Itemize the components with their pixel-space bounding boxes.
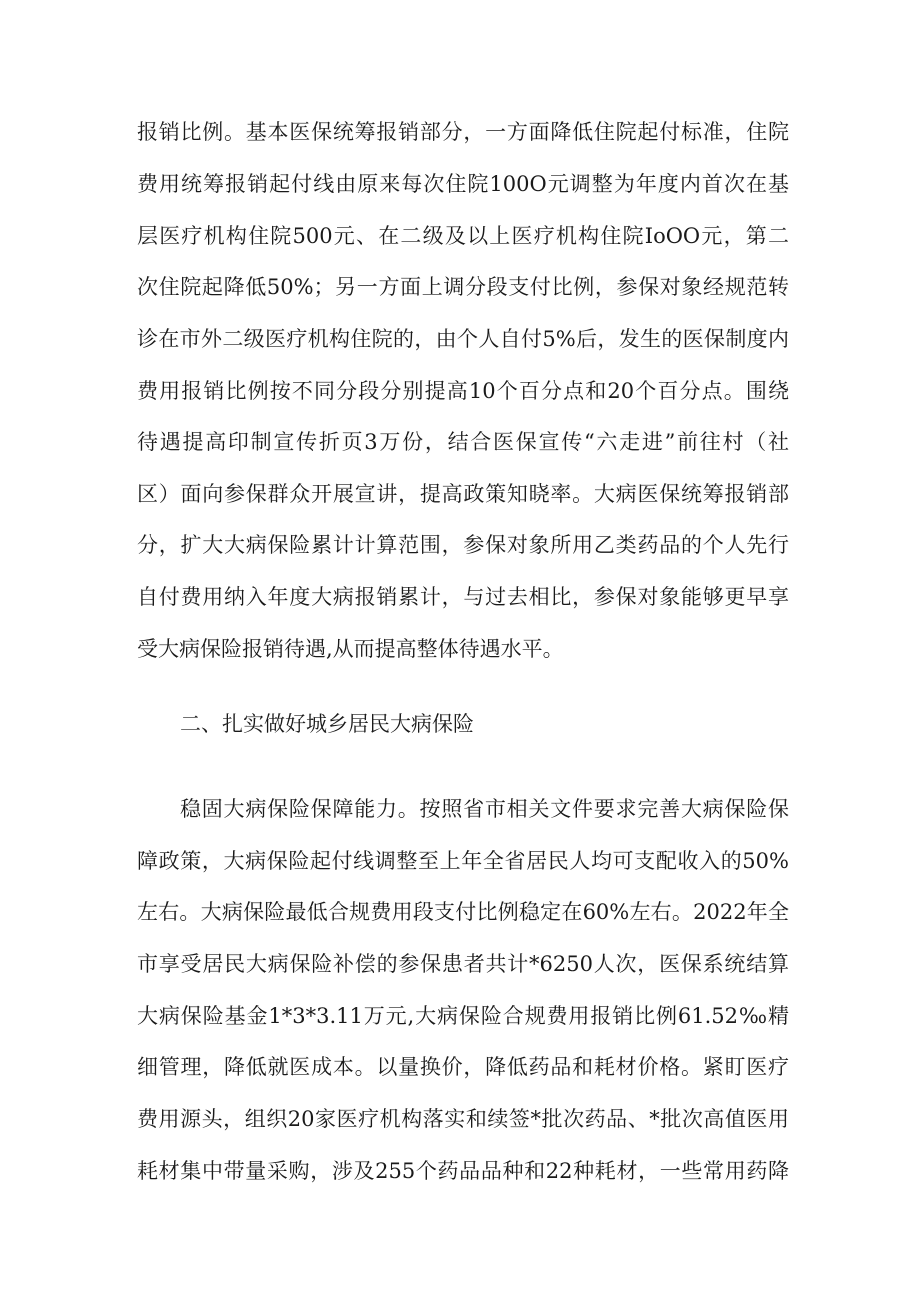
paragraph-1-line-4: 次住院起降低50%；另一方面上调分段支付比例，参保对象经规范转	[137, 275, 789, 299]
paragraph-1-line-2: 费用统筹报销起付线由原来每次住院100O元调整为年度内首次在基	[137, 172, 789, 196]
paragraph-1-line-10: 自付费用纳入年度大病报销累计，与过去相比，参保对象能够更早享	[137, 585, 789, 609]
paragraph-2-line-2: 障政策，大病保险起付线调整至上年全省居民人均可支配收入的50%	[137, 849, 789, 873]
section-heading: 二、扎实做好城乡居民大病保险	[180, 712, 474, 736]
paragraph-1-line-5: 诊在市外二级医疗机构住院的，由个人自付5%后，发生的医保制度内	[137, 327, 789, 351]
paragraph-1-line-8: 区）面向参保群众开展宣讲，提高政策知晓率。大病医保统筹报销部	[137, 482, 789, 506]
paragraph-2-line-4: 市享受居民大病保险补偿的参保患者共计*6250人次，医保系统结算	[137, 952, 789, 976]
paragraph-2-line-7: 费用源头，组织20家医疗机构落实和续签*批次药品、*批次高值医用	[137, 1107, 789, 1131]
paragraph-1-line-9: 分，扩大大病保险累计计算范围，参保对象所用乙类药品的个人先行	[137, 533, 789, 557]
paragraph-1-line-7: 待遇提高印制宣传折页3万份，结合医保宣传“六走进”前往村（社	[137, 430, 789, 454]
paragraph-2-line-5: 大病保险基金1*3*3.11万元,大病保险合规费用报销比例61.52‰精	[137, 1004, 789, 1028]
paragraph-1-line-3: 层医疗机构住院500元、在二级及以上医疗机构住院IoOO元，第二	[137, 224, 789, 248]
paragraph-1-line-1: 报销比例。基本医保统筹报销部分，一方面降低住院起付标准，住院	[137, 120, 789, 144]
paragraph-2-line-8: 耗材集中带量采购，涉及255个药品品种和22种耗材，一些常用药降	[137, 1159, 789, 1183]
paragraph-2-line-3: 左右。大病保险最低合规费用段支付比例稳定在60%左右。2022年全	[137, 900, 789, 924]
paragraph-2-line-1: 稳固大病保险保障能力。按照省市相关文件要求完善大病保险保	[180, 797, 789, 821]
paragraph-2-line-6: 细管理，降低就医成本。以量换价，降低药品和耗材价格。紧盯医疗	[137, 1055, 789, 1079]
paragraph-1-line-11: 受大病保险报销待遇,从而提高整体待遇水平。	[137, 637, 564, 661]
paragraph-1-line-6: 费用报销比例按不同分段分别提高10个百分点和20个百分点。围绕	[137, 379, 789, 403]
